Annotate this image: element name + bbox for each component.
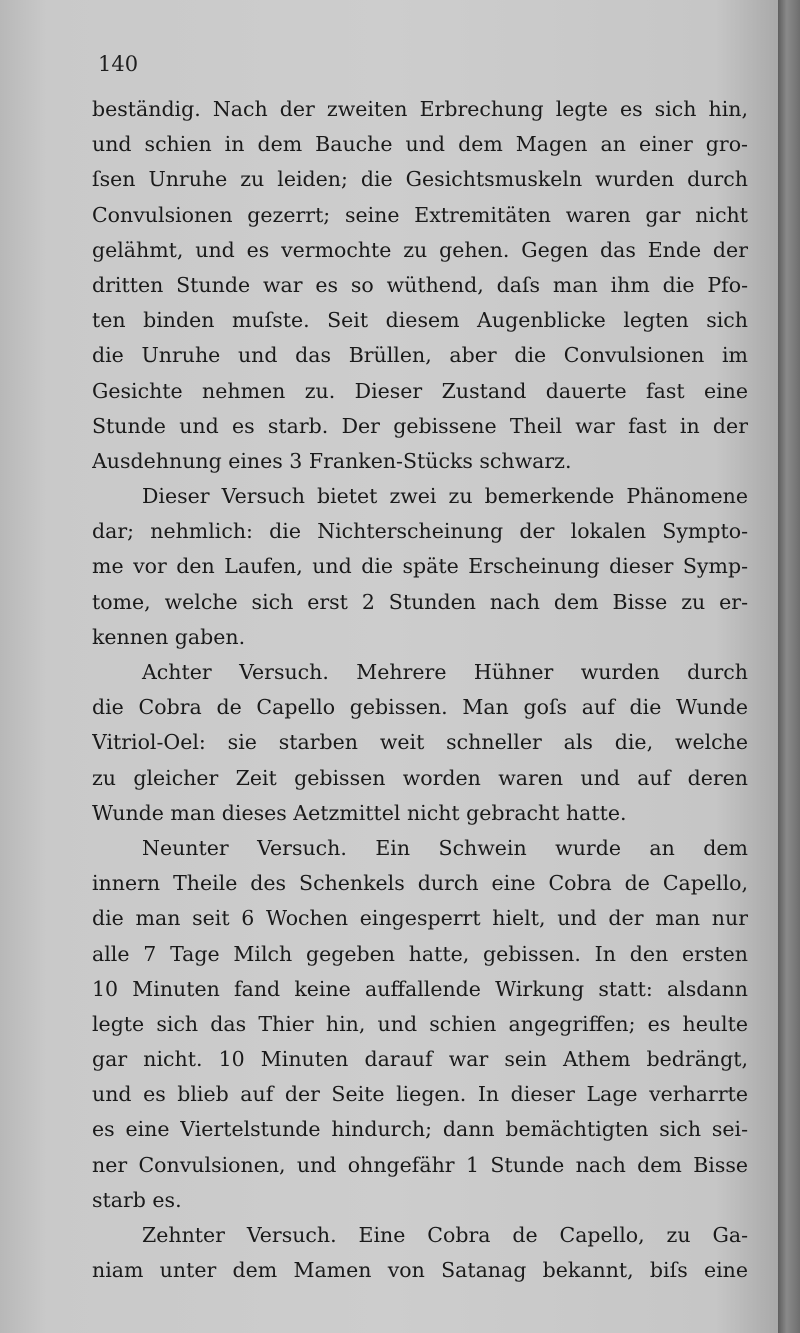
text-line: zu gleicher Zeit gebissen worden waren und auf deren [92,765,748,790]
page-edge [778,0,800,1333]
body-text [92,92,748,1288]
text-line: Gesichte nehmen zu. Dieser Zustand dauerte fast eine [92,378,748,403]
text-line: beständig. Nach der zweiten Erbrechung legte es sich hin, [92,97,748,121]
text-line: ner Convulsionen, und ohngefähr 1 Stunde nach dem Bisse [92,1152,748,1177]
text-line: ſsen Unruhe zu leiden; die Gesichtsmuskeln wurden durch [92,167,748,192]
text-line: 10 Minuten fand keine auffallende Wirkung statt: alsdann [92,976,748,1001]
text-line: kennen gaben. [92,624,246,649]
text-line: gar nicht. 10 Minuten darauf war sein Athem bedrängt, [92,1047,748,1072]
text-line: starb es. [92,1187,182,1212]
text-line: alle 7 Tage Milch gegeben hatte, gebissen. In den ersten [92,941,748,966]
text-line: Convulsionen gezerrt; seine Extremitäten waren gar nicht [92,202,748,227]
text-line: niam unter dem Mamen von Satanag bekannt, biſs eine [92,1258,748,1283]
text-line: ten binden muſste. Seit diesem Augenblicke legten sich [92,308,748,333]
text-line: Vitriol-Oel: sie starben weit schneller als die, welche [92,730,748,755]
text-line: die Unruhe und das Brüllen, aber die Convulsionen im [92,343,748,368]
text-line: es eine Viertelstunde hindurch; dann bemächtigten sich sei- [92,1117,748,1142]
text-line: innern Theile des Schenkels durch eine Cobra de Capello, [92,871,748,896]
text-line: Zehnter Versuch. Eine Cobra de Capello, zu Ga- [142,1223,748,1247]
text-line: Achter Versuch. Mehrere Hühner wurden durch [142,660,748,684]
text-line: und es blieb auf der Seite liegen. In dieser Lage verharrte [92,1082,748,1107]
text-line: Neunter Versuch. Ein Schwein wurde an dem [142,835,748,860]
text-line: und schien in dem Bauche und dem Magen an einer gro- [92,132,748,157]
text-line: die man seit 6 Wochen eingesperrt hielt, und der man nur [92,906,748,931]
text-line: Stunde und es starb. Der gebissene Theil war fast in der [92,413,748,438]
text-line: me vor den Laufen, und die späte Erscheinung dieser Symp- [92,554,748,579]
text-line: tome, welche sich erst 2 Stunden nach dem Bisse zu er- [92,589,748,614]
text-line: legte sich das Thier hin, und schien angegriffen; es heulte [92,1011,748,1036]
text-line: dar; nehmlich: die Nichterscheinung der lokalen Sympto- [92,519,748,544]
text-line: die Cobra de Capello gebissen. Man goſs auf die Wunde [92,695,748,720]
text-line: gelähmt, und es vermochte zu gehen. Gegen das Ende der [92,237,748,262]
page-number: 140 [98,52,139,76]
text-line: dritten Stunde war es so wüthend, daſs man ihm die Pfo- [92,272,748,297]
text-line: Dieser Versuch bietet zwei zu bemerkende Phänomene [142,484,748,509]
text-line: Wunde man dieses Aetzmittel nicht gebracht hatte. [92,800,627,825]
text-line: Ausdehnung eines 3 Franken-Stücks schwarz. [92,448,572,473]
